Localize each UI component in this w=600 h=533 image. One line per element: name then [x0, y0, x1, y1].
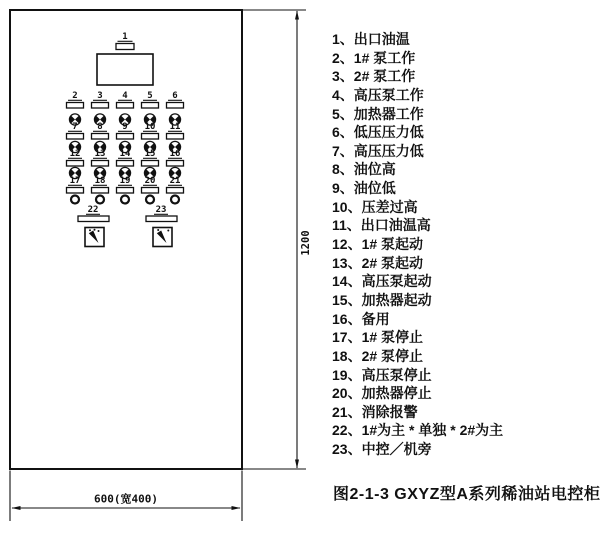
label-strip — [167, 161, 184, 167]
label-strip — [117, 188, 134, 194]
cell-number: 2 — [72, 91, 78, 101]
cell-number: 12 — [69, 149, 81, 159]
label-strip — [67, 103, 84, 109]
legend-item-2: 2、1# 泵工作 — [332, 49, 416, 66]
label-strip — [146, 216, 177, 222]
cell-number: 15 — [144, 149, 156, 159]
label-strip — [92, 103, 109, 109]
legend-item-8: 8、油位高 — [332, 161, 396, 178]
rotary-switch-icon — [153, 228, 172, 247]
label-strip — [92, 188, 109, 194]
legend-item-9: 9、油位低 — [332, 180, 396, 197]
cell-number: 17 — [69, 176, 81, 186]
cell-number: 8 — [97, 122, 103, 132]
cell-number: 11 — [169, 122, 181, 132]
arrow-down-icon — [295, 460, 299, 469]
pushbutton — [146, 196, 154, 204]
label-strip — [142, 103, 159, 109]
label-strip — [167, 103, 184, 109]
legend-item-4: 4、高压泵工作 — [332, 86, 424, 103]
label-strip — [142, 161, 159, 167]
legend-item-13: 13、2# 泵起动 — [332, 254, 424, 271]
cell-number: 3 — [97, 91, 103, 101]
cell-number: 18 — [94, 176, 106, 186]
dimension-width — [10, 471, 242, 522]
width-dimension-text: 600(宽400) — [94, 492, 158, 506]
legend-item-15: 15、加热器起动 — [332, 291, 432, 308]
label-strip — [167, 134, 184, 140]
label-strip — [67, 134, 84, 140]
label-strip — [117, 103, 134, 109]
legend-item-23: 23、中控／机旁 — [332, 441, 432, 458]
label-strip — [78, 216, 109, 222]
arrow-up-icon — [295, 11, 299, 20]
pushbutton — [121, 196, 129, 204]
legend-list — [332, 30, 503, 459]
label-strip — [92, 161, 109, 167]
cell-number: 13 — [94, 149, 106, 159]
figure-caption: 图2-1-3 GXYZ型A系列稀油站电控柜 — [333, 486, 600, 503]
pushbutton — [71, 196, 79, 204]
legend-item-22: 22、1#为主 * 单独 * 2#为主 — [332, 422, 504, 439]
arrow-right-icon — [232, 506, 241, 510]
display-number: 1 — [122, 32, 128, 42]
height-dimension-text: 1200 — [300, 230, 312, 256]
cell-number: 22 — [87, 205, 99, 215]
cell-number: 16 — [169, 149, 181, 159]
cell-number: 4 — [122, 91, 128, 101]
dimension-height — [295, 11, 312, 469]
legend-item-10: 10、压差过高 — [332, 198, 418, 215]
legend-item-16: 16、备用 — [332, 310, 390, 327]
label-strip — [117, 161, 134, 167]
cell-number: 9 — [122, 122, 128, 132]
legend-item-5: 5、加热器工作 — [332, 105, 424, 122]
display-label-strip — [116, 44, 134, 50]
legend-item-3: 3、2# 泵工作 — [332, 68, 416, 85]
legend-item-21: 21、消除报警 — [332, 403, 418, 420]
legend-item-11: 11、出口油温高 — [332, 217, 431, 234]
label-strip — [142, 188, 159, 194]
label-strip — [67, 161, 84, 167]
legend-item-14: 14、高压泵起动 — [332, 273, 432, 290]
legend-item-7: 7、高压压力低 — [332, 142, 424, 159]
cell-number: 10 — [144, 122, 156, 132]
label-strip — [142, 134, 159, 140]
legend-item-19: 19、高压泵停止 — [332, 366, 432, 383]
pushbutton — [171, 196, 179, 204]
label-strip — [167, 188, 184, 194]
cell-number: 5 — [147, 91, 153, 101]
legend-item-6: 6、低压压力低 — [332, 124, 424, 141]
rotary-switch-icon — [85, 228, 104, 247]
cell-number: 6 — [172, 91, 178, 101]
cell-number: 19 — [119, 176, 131, 186]
cell-number: 14 — [119, 149, 131, 159]
legend-item-18: 18、2# 泵停止 — [332, 347, 424, 364]
pushbutton — [96, 196, 104, 204]
legend-item-12: 12、1# 泵起动 — [332, 236, 424, 253]
arrow-left-icon — [12, 506, 21, 510]
label-strip — [92, 134, 109, 140]
label-strip — [67, 188, 84, 194]
cell-number: 20 — [144, 176, 156, 186]
cell-number: 21 — [169, 176, 181, 186]
display-window — [97, 54, 153, 85]
legend-item-17: 17、1# 泵停止 — [332, 329, 424, 346]
cell-number: 7 — [72, 122, 78, 132]
legend-item-1: 1、出口油温 — [332, 31, 410, 47]
cell-number: 23 — [155, 205, 167, 215]
legend-item-20: 20、加热器停止 — [332, 385, 432, 402]
label-strip — [117, 134, 134, 140]
